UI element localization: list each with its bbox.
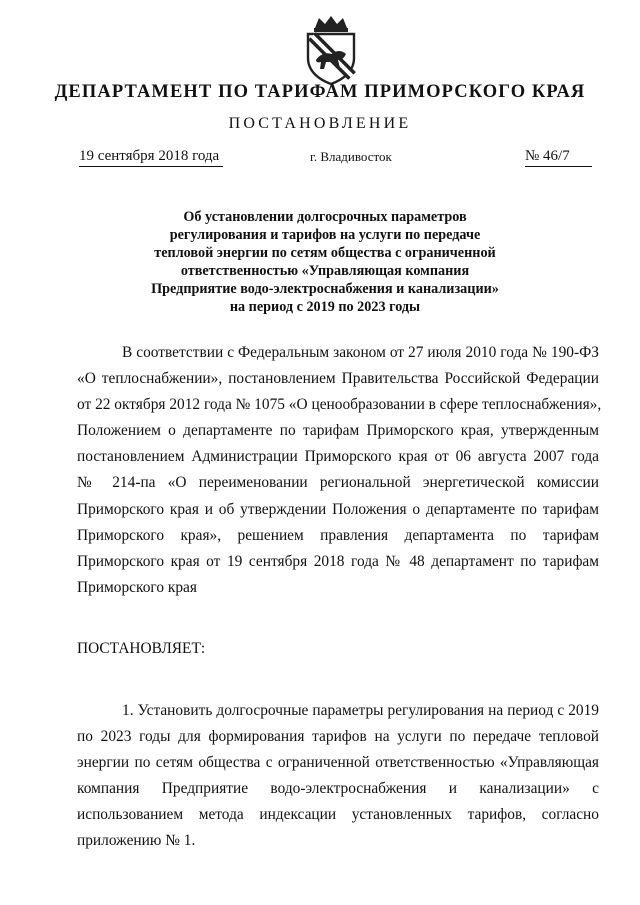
paragraph-line: использованием метода индексации установленных тарифов, согласно	[77, 806, 599, 824]
paragraph-line: В соответствии с Федеральным законом от 27 июля 2010 года № 190-ФЗ	[122, 344, 599, 361]
document-number: № 46/7	[525, 148, 592, 167]
paragraph-line: энергии по сетям общества с ограниченной ответственностью «Управляющая	[77, 754, 599, 772]
coat-of-arms-icon	[302, 14, 360, 86]
title-line: на период с 2019 по 2023 годы	[229, 299, 421, 315]
title-line: Об установлении долгосрочных параметров	[183, 209, 467, 225]
paragraph-line: по 2023 годы для формирования тарифов на услуги по передаче тепловой	[77, 728, 599, 746]
paragraph-line: Приморского края	[77, 578, 197, 596]
department-name: ДЕПАРТАМЕНТ ПО ТАРИФАМ ПРИМОРСКОГО КРАЯ	[54, 82, 586, 102]
paragraph-line: Приморского края от 19 сентября 2018 года № 48 департамент по тарифам	[77, 552, 599, 570]
resolves-heading: ПОСТАНОВЛЯЕТ:	[77, 640, 206, 657]
paragraph-line: постановлением Администрации Приморского края от 06 августа 2007 года	[77, 448, 599, 466]
paragraph-line: № 214-па «О переименовании региональной энергетической комиссии	[77, 474, 599, 492]
paragraph-line: приложению № 1.	[77, 832, 196, 850]
paragraph-line: Положением о департаменте по тарифам Приморского края, утвержденным	[77, 422, 599, 440]
document-city: г. Владивосток	[310, 149, 392, 164]
paragraph-line: 1. Установить долгосрочные параметры регулирования на период с 2019	[122, 702, 599, 719]
document-date: 19 сентября 2018 года	[79, 148, 223, 167]
paragraph-line: компания Предприятие водо-электроснабжения и канализации» с	[77, 780, 599, 798]
title-line: регулирования и тарифов на услуги по передаче	[169, 227, 481, 243]
paragraph-line: Приморского края и об утверждении Положения о департаменте по тарифам	[77, 500, 599, 518]
paragraph-line: от 22 октября 2012 года № 1075 «О ценообразовании в сфере теплоснабжения»,	[77, 396, 602, 414]
title-line: ответственностью «Управляющая компания	[180, 263, 470, 279]
item-1-paragraph	[77, 698, 599, 855]
document-title	[120, 208, 530, 316]
title-line: тепловой энергии по сетям общества с ограниченной	[154, 245, 496, 261]
document-type: ПОСТАНОВЛЕНИЕ	[228, 115, 412, 132]
preamble-paragraph	[77, 340, 602, 601]
paragraph-line: «О теплоснабжении», постановлением Правительства Российской Федерации	[77, 370, 599, 388]
title-line: Предприятие водо-электроснабжения и канализации»	[151, 281, 499, 297]
paragraph-line: Приморского края», решением правления департамента по тарифам	[77, 526, 599, 544]
